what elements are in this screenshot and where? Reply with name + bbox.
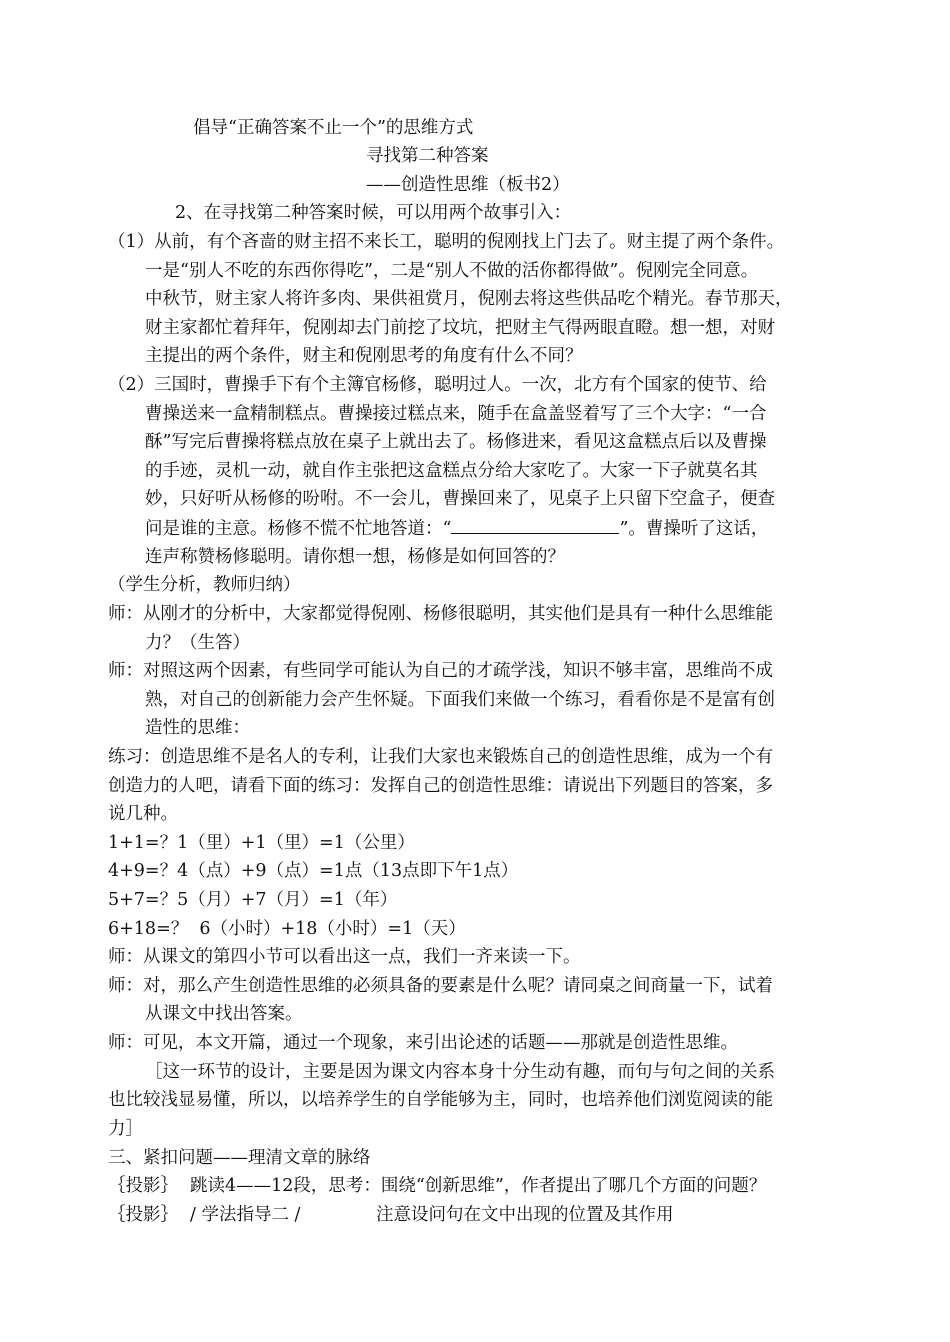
teacher-line: 从课文中找出答案。 — [145, 1004, 303, 1024]
story2-line: 曹操送来一盒精制糕点。曹操接过糕点来，随手在盒盖竖着写了三个大字：“一合 — [145, 404, 767, 424]
teacher-line: 师：对，那么产生创造性思维的必须具备的要素是什么呢？请同桌之间商量一下，试着 — [108, 976, 773, 996]
story1-line: （1）从前，有个吝啬的财主招不来长工，聪明的倪刚找上门去了。财主提了两个条件。 — [108, 232, 785, 252]
teacher-line: 熟，对自己的创新能力会产生怀疑。下面我们来做一个练习，看看你是不是富有创 — [145, 690, 775, 710]
teacher-line: 师：可见，本文开篇，通过一个现象，来引出论述的话题——那就是创造性思维。 — [108, 1033, 738, 1053]
exercise-line: 说几种。 — [108, 804, 178, 824]
header-line-1: 倡导“正确答案不止一个”的思维方式 — [193, 118, 474, 138]
story2-line-with-blank — [145, 515, 768, 542]
teacher-line: 力？（生答） — [145, 633, 250, 653]
section-heading: 三、紧扣问题——理清文章的脉络 — [108, 1148, 371, 1168]
story2-line: 连声称赞杨修聪明。请你想一想，杨修是如何回答的？ — [145, 547, 565, 567]
teacher-line: 造性的思维： — [145, 718, 250, 738]
exercise-line: 创造力的人吧，请看下面的练习：发挥自己的创造性思维：请说出下列题目的答案，多 — [108, 776, 773, 796]
story2-line: 妙，只好听从杨修的吩咐。不一会儿，曹操回来了，见桌子上只留下空盒子，便查 — [145, 489, 775, 509]
story2-line: 酥”写完后曹操将糕点放在桌子上就出去了。杨修进来，看见这盒糕点后以及曹操 — [145, 432, 767, 452]
story2-line: 的手迹，灵机一动，就自作主张把这盒糕点分给大家吃了。大家一下子就莫名其 — [145, 461, 758, 481]
story1-line: 一是“别人不吃的东西你得吃”，二是“别人不做的活你都得做”。倪刚完全同意。 — [145, 261, 759, 281]
story2-line: （2）三国时，曹操手下有个主簿官杨修，聪明过人。一次，北方有个国家的使节、给 — [108, 375, 767, 395]
header-line-2: 寻找第二种答案 — [366, 146, 489, 166]
math-line: 4+9=？4（点）+9（点）=1点（13点即下午1点） — [108, 861, 519, 881]
header-line-3: ——创造性思维（板书2） — [366, 175, 570, 195]
method-guide-label: / 学法指导二 / — [190, 1205, 301, 1225]
projection-text: 注意设问句在文中出现的位置及其作用 — [376, 1205, 674, 1225]
math-line: 6+18=？ 6（小时）+18（小时）=1（天） — [108, 919, 466, 939]
math-line: 5+7=？5（月）+7（月）=1（年） — [108, 890, 398, 910]
student-analysis: （学生分析，教师归纳） — [108, 575, 301, 595]
story1-line: 主提出的两个条件，财主和倪刚思考的角度有什么不同？ — [145, 346, 583, 366]
teacher-line: 师：从刚才的分析中，大家都觉得倪刚、杨修很聪明，其实他们是具有一种什么思维能 — [108, 604, 773, 624]
projection-tag: ｛投影｝ — [108, 1176, 178, 1196]
story1-line: 中秋节，财主家人将许多肉、果供祖赏月，倪刚去将这些供品吃个精光。春节那天， — [145, 289, 793, 309]
story2-line-6-pre: 问是谁的主意。杨修不慌不忙地答道：“ — [145, 519, 452, 539]
design-note-line: 力］ — [108, 1119, 143, 1139]
intro-text: 2、在寻找第二种答案时候，可以用两个故事引入： — [175, 203, 572, 223]
math-line: 1+1=？1（里）+1（里）=1（公里） — [108, 833, 415, 853]
teacher-line: 师：对照这两个因素，有些同学可能认为自己的才疏学浅，知识不够丰富，思维尚不成 — [108, 661, 773, 681]
story2-line-6-post: ”。曹操听了这话， — [619, 519, 769, 539]
projection-text: 跳读4——12段，思考：围绕“创新思维”，作者提出了哪几个方面的问题？ — [190, 1176, 767, 1196]
design-note-line: ［这一环节的设计，主要是因为课文内容本身十分生动有趣，而句与句之间的关系 — [145, 1062, 775, 1082]
teacher-line: 师：从课文的第四小节可以看出这一点，我们一齐来读一下。 — [108, 947, 581, 967]
exercise-line: 练习：创造思维不是名人的专利，让我们大家也来锻炼自己的创造性思维，成为一个有 — [108, 747, 773, 767]
design-note-line: 也比较浅显易懂，所以，以培养学生的自学能够为主，同时，也培养他们浏览阅读的能 — [108, 1090, 773, 1110]
answer-blank — [451, 515, 619, 534]
projection-tag: ｛投影｝ — [108, 1205, 178, 1225]
story1-line: 财主家都忙着拜年，倪刚却去门前挖了坟坑，把财主气得两眼直瞪。想一想，对财 — [145, 318, 775, 338]
